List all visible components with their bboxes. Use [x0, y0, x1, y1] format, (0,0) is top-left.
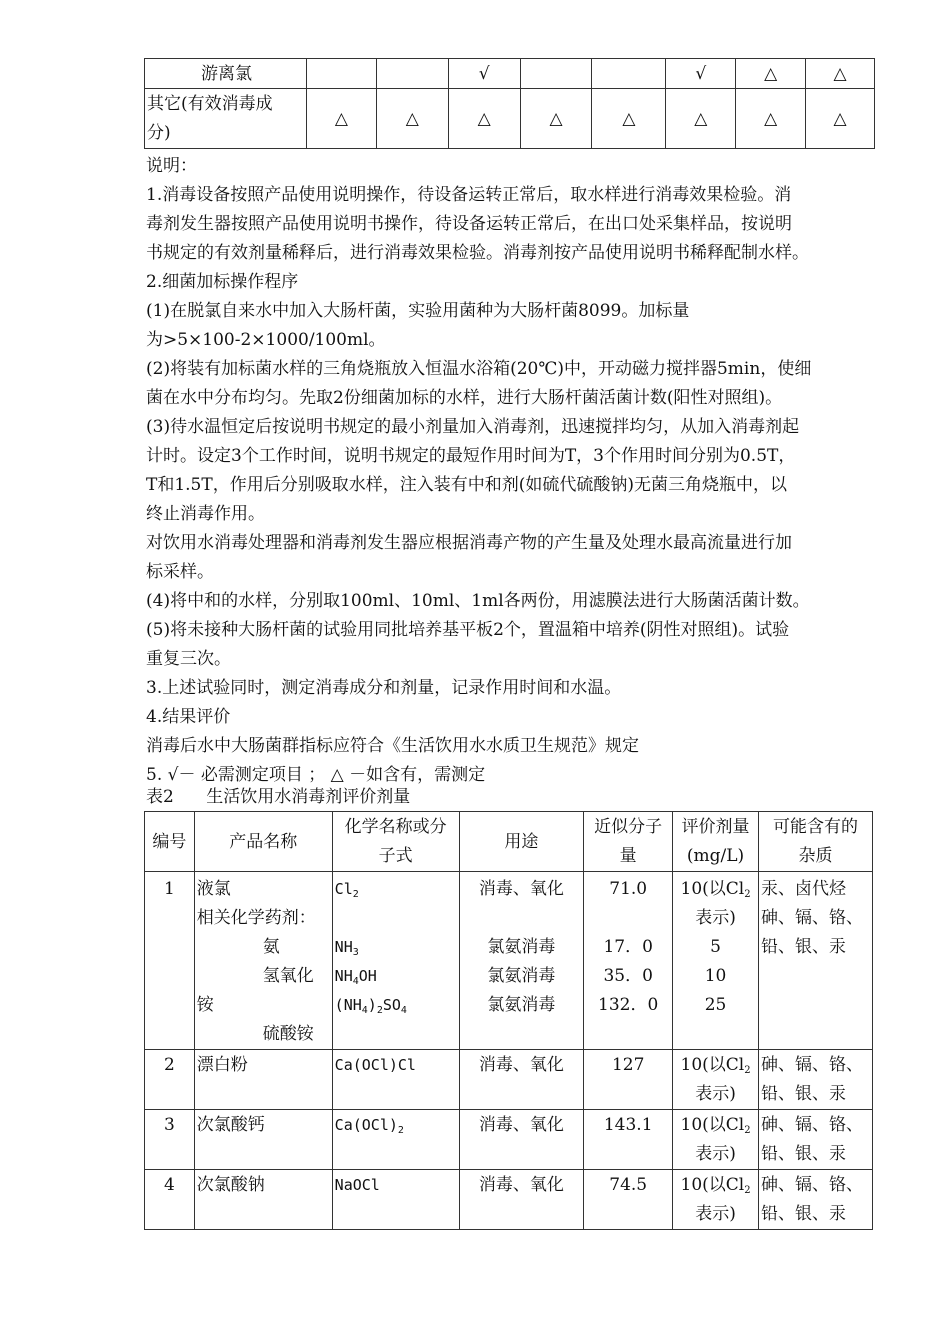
cell-dose: 10(以$Cl_2$ 表示) [673, 1170, 759, 1230]
note-line: (5)将未接种大肠杆菌的试验用同批培养基平板2个，置温箱中培养(阴性对照组)。试验 [146, 620, 790, 640]
note-line: 2.细菌加标操作程序 [146, 272, 299, 292]
note-line: 消毒后水中大肠菌群指标应符合《生活饮用水水质卫生规范》规定 [146, 736, 639, 756]
cell-impurities: 砷、镉、铬、 铅、银、汞 [759, 1170, 873, 1230]
note-line: (2)将装有加标菌水样的三角烧瓶放入恒温水浴箱(20℃)中，开动磁力搅拌器5min，使细 [146, 359, 812, 379]
note-line: T和1.5T，作用后分别吸取水样，注入装有中和剂(如硫代硫酸钠)无菌三角烧瓶中，以 [146, 475, 787, 495]
note-line: 对饮用水消毒处理器和消毒剂发生器应根据消毒产物的产生量及处理水最高流量进行加 [146, 533, 792, 553]
table-cell: △ [520, 89, 592, 149]
note-line: 菌在水中分布均匀。先取2份细菌加标的水样，进行大肠杆菌活菌计数(阳性对照组)。 [146, 388, 783, 408]
cell-name: 漂白粉 [194, 1050, 332, 1110]
table-row [145, 1050, 873, 1110]
note-line: 终止消毒作用。 [146, 504, 265, 524]
table-cell [376, 59, 448, 89]
table-cell: √ [448, 59, 520, 89]
cell-use: 消毒、氧化 [459, 1170, 584, 1230]
cell-no: 3 [145, 1110, 195, 1170]
cell-use: 消毒、氧化 氯氨消毒 氯氨消毒 氯氨消毒 [459, 872, 584, 1050]
table-cell [592, 59, 666, 89]
table-caption: 表2 生活饮用水消毒剂评价剂量 [146, 787, 411, 807]
note-line: (1)在脱氯自来水中加入大肠杆菌，实验用菌种为大肠杆菌8099。加标量 [146, 301, 690, 321]
table-row [145, 59, 875, 89]
table-cell: △ [376, 89, 448, 149]
cell-formula: Ca(OCl)Cl [332, 1050, 459, 1110]
row-label: 其它(有效消毒成 分) [145, 89, 307, 149]
note-line: 为>5×100-2×1000/100ml。 [146, 330, 386, 350]
table-cell: △ [806, 59, 875, 89]
note-line: 1.消毒设备按照产品使用说明操作，待设备运转正常后，取水样进行消毒效果检验。消 [146, 185, 792, 205]
cell-formula: $Cl_2$ $NH_3$ $NH_4OH$ $(NH_4)_2SO_4$ [332, 872, 459, 1050]
row-label: 游离氯 [145, 59, 307, 89]
header-cell: 近似分子 量 [584, 812, 673, 872]
cell-molecular-weight: 74.5 [584, 1170, 673, 1230]
cell-no: 2 [145, 1050, 195, 1110]
note-line: 3.上述试验同时，测定消毒成分和剂量，记录作用时间和水温。 [146, 678, 622, 698]
table-row [145, 1110, 873, 1170]
cell-molecular-weight: 143.1 [584, 1110, 673, 1170]
table-row [145, 872, 873, 1050]
table-cell: △ [736, 89, 806, 149]
cell-name: 次氯酸钠 [194, 1170, 332, 1230]
note-line: 书规定的有效剂量稀释后，进行消毒效果检验。消毒剂按产品使用说明书稀释配制水样。 [146, 243, 809, 263]
header-cell: 用途 [459, 812, 584, 872]
note-line: 4.结果评价 [146, 707, 231, 727]
note-line: 重复三次。 [146, 649, 231, 669]
header-cell: 编号 [145, 812, 195, 872]
table-header-row [145, 812, 873, 872]
table-cell: △ [666, 89, 736, 149]
table-cell: △ [448, 89, 520, 149]
cell-use: 消毒、氧化 [459, 1050, 584, 1110]
header-cell: 可能含有的 杂质 [759, 812, 873, 872]
note-line: 计时。设定3个工作时间，说明书规定的最短作用时间为T，3个作用时间分别为0.5T， [146, 446, 796, 466]
table-cell: √ [666, 59, 736, 89]
detection-items-table [144, 58, 875, 149]
table-cell: △ [806, 89, 875, 149]
notes-section [146, 152, 886, 790]
cell-dose: 10(以$Cl_2$ 表示) 5 10 25 [673, 872, 759, 1050]
table-row [145, 89, 875, 149]
cell-name: 液氯 相关化学药剂： 氨 氢氧化 铵 硫酸铵 [194, 872, 332, 1050]
cell-molecular-weight: 71.0 17．0 35．0 132．0 [584, 872, 673, 1050]
cell-use: 消毒、氧化 [459, 1110, 584, 1170]
cell-molecular-weight: 127 [584, 1050, 673, 1110]
table-cell: △ [736, 59, 806, 89]
note-line: 标采样。 [146, 562, 214, 582]
table-cell: △ [306, 89, 376, 149]
note-line: 毒剂发生器按照产品使用说明书操作，待设备运转正常后，在出口处采集样品，按说明 [146, 214, 792, 234]
cell-impurities: 汞、卤代烃 砷、镉、铬、 铅、银、汞 [759, 872, 873, 1050]
cell-impurities: 砷、镉、铬、 铅、银、汞 [759, 1050, 873, 1110]
table-cell [520, 59, 592, 89]
note-line: (3)待水温恒定后按说明书规定的最小剂量加入消毒剂，迅速搅拌均匀，从加入消毒剂起 [146, 417, 800, 437]
cell-formula: $Ca(OCl)_2$ [332, 1110, 459, 1170]
note-line: 5. √－ 必需测定项目 ； △ －如含有，需测定 [146, 765, 486, 785]
disinfectant-dosage-table [144, 811, 873, 1230]
header-cell: 产品名称 [194, 812, 332, 872]
cell-dose: 10(以$Cl_2$ 表示) [673, 1050, 759, 1110]
cell-formula: NaOCl [332, 1170, 459, 1230]
table-cell: △ [592, 89, 666, 149]
cell-impurities: 砷、镉、铬、 铅、银、汞 [759, 1110, 873, 1170]
note-line: (4)将中和的水样，分别取100ml、10ml、1ml各两份，用滤膜法进行大肠菌活菌计数。 [146, 591, 810, 611]
cell-name: 次氯酸钙 [194, 1110, 332, 1170]
header-cell: 评价剂量 (mg/L) [673, 812, 759, 872]
cell-no: 4 [145, 1170, 195, 1230]
table-row [145, 1170, 873, 1230]
table-cell [306, 59, 376, 89]
cell-dose: 10(以$Cl_2$ 表示) [673, 1110, 759, 1170]
cell-no: 1 [145, 872, 195, 1050]
header-cell: 化学名称或分 子式 [332, 812, 459, 872]
note-line: 说明： [146, 156, 197, 176]
